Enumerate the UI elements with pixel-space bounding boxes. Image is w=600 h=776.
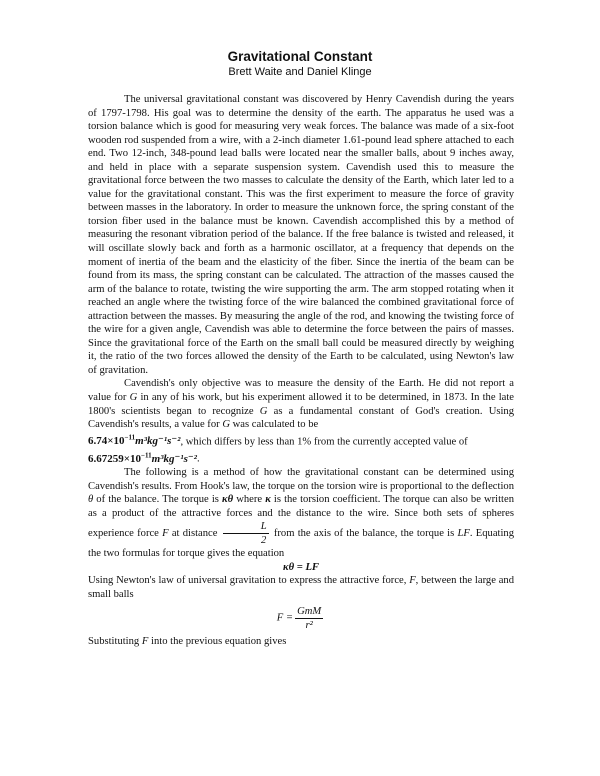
paragraph-3	[88, 466, 514, 561]
paragraph-2-text-f: .	[196, 453, 200, 465]
paragraph-2-text-c: as a fundamental constant of God's creation. Using Cavendish's results, a value for	[88, 405, 514, 431]
fraction-L-over-2	[223, 520, 269, 547]
equation-gravitation	[88, 605, 514, 632]
fraction-numerator: L	[223, 520, 269, 534]
authors-line: Brett Waite and Daniel Klinge	[228, 66, 372, 78]
symbol-G: G	[129, 392, 138, 404]
paragraph-3-text-a: The following is a method of how the gravitational constant can be determined using Cavendish's results. From Hook's law, the torque on the torsion wire is proportional to the deflection	[88, 467, 514, 492]
paragraph-1: The universal gravitational constant was discovered by Henry Cavendish during the years of 1797-1798. His goal was to determine the density of the earth. The apparatus he used was a torsion balance which is good for measuring very weak forces. The balance was made of a six-foot wooden rod suspended from a wire, with a 2-inch diameter 1.61-pound lead sphere attached to each end. Two 12-inch, 348-pound lead balls were located near the smaller balls, about 9 inches away, and held in place with a separate suspension system. Cavendish used this to measure the gravitational force between the two masses to calculate the density of the Earth, which later led to a value for the gravitational constant. This was the first experiment to measure the force of gravity between masses in the laboratory. In order to measure the unknown force, the spring constant of the torsion fiber used in the balance must be known. Cavendish accomplished this by a method of measuring the resonant vibration period of the balance. If the free balance is twisted and released, it will oscillate slowly back and forth as a harmonic oscillator, at a frequency that depends on the moment of inertia of the beam and the elasticity of the fiber. Since the inertia of the beam can be found from its mass, the spring constant can be calculated. The attraction of the masses caused the arm of the balance to rotate, twisting the wire supporting the arm. The arm stopped rotating when it reached an angle where the twisting force of the wire balanced the combined gravitational force of attraction between the masses. By measuring the angle of the rod, and knowing the twisting force of the wire for a given angle, Cavendish was able to determine the force between the pairs of masses. Since the gravitational force of the Earth on the small ball could be measured directly by weighing it, the ratio of the two forces allowed the density of the Earth to be calculated, using Newton's law of gravitation.	[88, 94, 514, 376]
paragraph-2-text-b: in any of his work, but his experiment allowed it to be determined, in 1873. In the late 1800's scientists began to recognize	[88, 392, 514, 417]
paragraph-3-text-d: is the torsion coefficient. The torque can also be written as a product of the attractive forces and the distance to the wire. Since both sets of spheres experience force	[88, 494, 514, 540]
accepted-value-exponent: −11	[141, 450, 152, 459]
calculated-value	[88, 435, 180, 447]
paragraph-5	[88, 635, 514, 649]
symbol-LF: LF	[457, 528, 470, 540]
paragraph-3-text-b: of the balance. The torque is	[93, 494, 223, 506]
calculated-value-mantissa: 6.74×10	[88, 435, 125, 448]
paragraph-4	[88, 574, 514, 601]
paragraph-2-text-a: Cavendish's only objective was to measure the density of the Earth. He did not report a value for	[88, 378, 514, 404]
symbol-F: F	[409, 575, 416, 587]
symbol-kappa: κ	[265, 494, 271, 506]
paragraph-2-text-e: , which differs by less than 1% from the currently accepted value of	[180, 436, 468, 448]
fraction-numerator: GmM	[297, 606, 322, 618]
symbol-theta: θ	[88, 494, 94, 506]
accepted-value-mantissa: 6.67259×10	[88, 452, 142, 465]
paragraph-2	[88, 377, 514, 466]
equation-torque	[88, 561, 514, 575]
paragraph-4-text-b: , between the large and small balls	[88, 575, 514, 600]
paragraph-3-text-c: where	[233, 494, 266, 506]
fraction-denominator: r²	[305, 620, 313, 632]
paragraph-3-text-f: from the axis of the balance, the torque is	[270, 528, 458, 540]
fraction-denominator: 2	[261, 535, 267, 547]
document-body	[88, 93, 514, 649]
equation-gravitation-lhs: F =	[276, 613, 294, 625]
page-title: Gravitational Constant	[227, 49, 373, 64]
symbol-G: G	[222, 419, 230, 431]
equation-torque-text: κθ = LF	[283, 561, 319, 573]
symbol-kappa-theta: κθ	[222, 494, 234, 506]
symbol-G: G	[259, 405, 268, 417]
paragraph-3-text-e: at distance	[168, 528, 221, 540]
paragraph-3-text-g: . Equating the two formulas for torque gives the equation	[88, 528, 514, 560]
equation-gravitation-fraction	[295, 605, 323, 632]
paragraph-5-text-b: into the previous equation gives	[148, 636, 287, 648]
paragraph-5-text-a: Substituting	[88, 636, 142, 648]
paragraph-4-text-a: Using Newton's law of universal gravitation to express the attractive force,	[88, 575, 410, 587]
symbol-F: F	[141, 636, 149, 648]
paragraph-2-text-d: was calculated to be	[229, 419, 319, 431]
calculated-value-units: m³kg⁻¹s⁻²	[135, 435, 181, 448]
symbol-F: F	[162, 528, 169, 540]
accepted-value-units: m³kg⁻¹s⁻²	[151, 452, 197, 465]
accepted-value	[88, 450, 197, 465]
calculated-value-exponent: −11	[124, 433, 136, 442]
